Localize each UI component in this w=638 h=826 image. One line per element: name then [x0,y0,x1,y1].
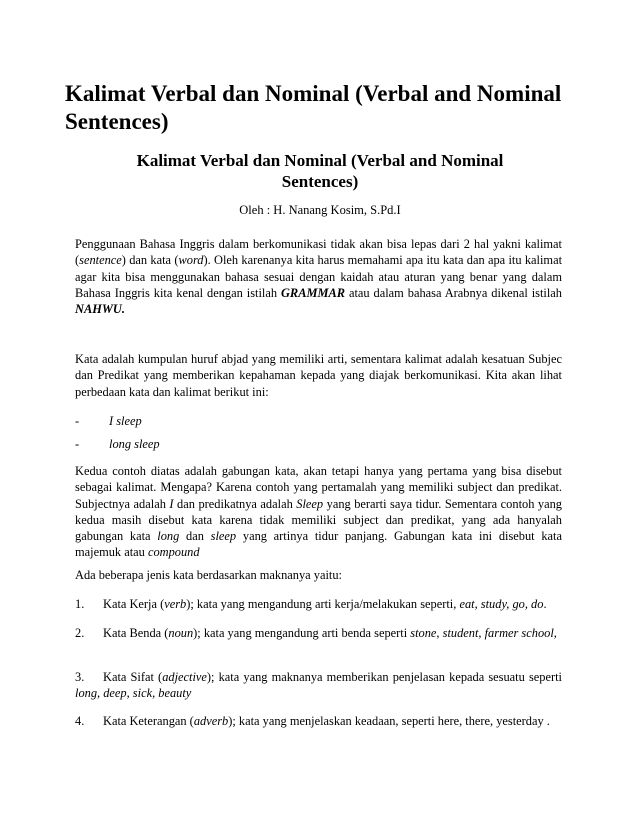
list-item: 1. Kata Kerja (verb); kata yang mengandung arti kerja/melakukan seperti, eat, study, go, do. [75,597,547,611]
paragraph-explanation: Kedua contoh diatas adalah gabungan kata, akan tetapi hanya yang pertama yang bisa disebut sebagai kalimat. Mengapa? Karena contoh yang pertamalah yang memiliki subject dan predikat. Subjectnya adalah I dan predikatnya adalah Sleep yang berarti saya tidur. Sementara contoh yang kedua masih disebut kata karena tidak memiliki subject dan predikat, yang ada hanyalah gabungan kata long dan sleep yang artinya tidur panjang. Gabungan kata ini disebut kata majemuk atau compound [75,464,562,560]
paragraph-intro: Penggunaan Bahasa Inggris dalam berkomunikasi tidak akan bisa lepas dari 2 hal yakni kalimat (sentence) dan kata (word). Oleh karenanya kita harus memahami apa itu kata dan apa itu kalimat agar kita bisa menggunakan bahasa sesuai dengan kaidah atau aturan yang benar yang dalam Bahasa Inggris kita kenal dengan istilah GRAMMAR atau dalam bahasa Arabnya dikenal istilah NAHWU. [75,237,563,317]
list-item: 4. Kata Keterangan (adverb); kata yang menjelaskan keadaan, seperti here, there, yesterday . [75,714,550,728]
author-byline: Oleh : H. Nanang Kosim, S.Pd.I [239,203,401,217]
example-text: long sleep [109,437,160,451]
article-subtitle: Kalimat Verbal dan Nominal (Verbal and Nominal Sentences) [136,151,504,191]
document-title: Kalimat Verbal dan Nominal (Verbal and Nominal Sentences) [65,81,562,134]
paragraph-definition: Kata adalah kumpulan huruf abjad yang memiliki arti, sementara kalimat adalah kesatuan Subjec dan Predikat yang memberikan kepahaman kepada yang diajak berkomunikasi. Kita akan lihat perbedaan kata dan kalimat berikut ini: [75,352,562,399]
paragraph-types-intro: Ada beberapa jenis kata berdasarkan maknanya yaitu: [75,568,342,582]
document-page: Kalimat Verbal dan Nominal (Verbal and Nominal Sentences) Kalimat Verbal dan Nominal (Verbal and Nominal Sentences) Oleh : H. Nanang Kosim, S.Pd.I Penggunaan Bahasa Inggris dalam berkomunikasi tidak akan bisa lepas dari 2 hal yakni kalimat (sentence) dan kata (word). Oleh karenanya kita harus memahami apa itu kata dan apa itu kalimat agar kita bisa menggunakan bahasa sesuai dengan kaidah atau aturan yang benar yang dalam Bahasa Inggris kita kenal dengan istilah GRAMMAR atau dalam bahasa Arabnya dikenal istilah NAHWU. Kata adalah kumpulan huruf abjad yang memiliki arti, sementara kalimat adalah kesatuan Subjec dan Predikat yang memberikan kepahaman kepada yang diajak berkomunikasi. Kita akan lihat perbedaan kata dan kalimat berikut ini: - I sleep - long sleep Kedua contoh diatas adalah gabungan kata, akan tetapi hanya yang pertama yang bisa disebut sebagai kalimat. Mengapa? Karena contoh yang pertamalah yang memiliki subject dan predikat. Subjectnya adalah I dan predikatnya adalah Sleep yang berarti saya tidur. Sementara contoh yang kedua masih disebut kata karena tidak memiliki subject dan predikat, yang ada hanyalah gabungan kata long dan sleep yang artinya tidur panjang. Gabungan kata ini disebut kata majemuk atau compound Ada beberapa jenis kata berdasarkan maknanya yaitu: 1. Kata Kerja (verb); kata yang mengandung arti kerja/melakukan seperti, eat, study, go, do. 2. Kata Benda (noun); kata yang mengandung arti benda seperti stone, student, farmer school, 3. Kata Sifat (adjective); kata yang maknanya memberikan penjelasan kepada sesuatu seperti long, deep, sick, beauty 4. Kata Keterangan (adverb); kata yang menjelaskan keadaan, seperti here, there, yesterday . [0,0,638,826]
list-item: 2. Kata Benda (noun); kata yang mengandung arti benda seperti stone, student, farmer school, [75,626,557,640]
list-item: 3. Kata Sifat (adjective); kata yang maknanya memberikan penjelasan kepada sesuatu seperti long, deep, sick, beauty [75,670,562,701]
example-text: I sleep [109,414,142,428]
